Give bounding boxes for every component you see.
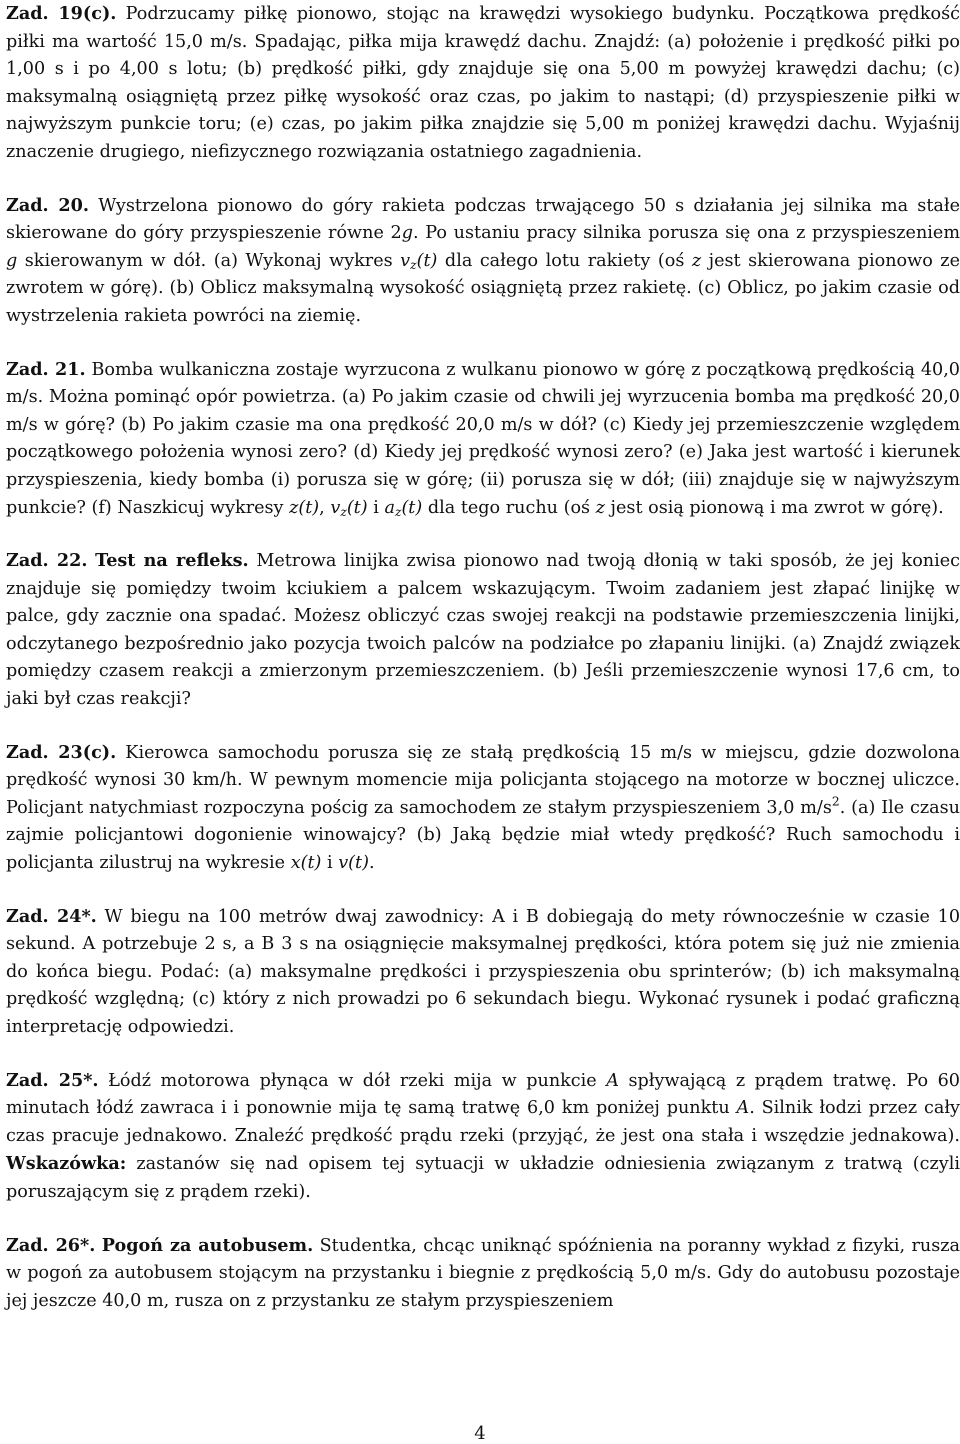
math-superscript: 2 bbox=[831, 794, 840, 809]
problem-text: i bbox=[367, 497, 385, 518]
problem-text: Łódź motorowa płynąca w dół rzeki mija w punkcie bbox=[108, 1070, 607, 1091]
problem-text: jest skierowana pionowo ze zwrotem w górę). (b) Oblicz maksymalną wysokość osiągniętą przez rakietę. (c) Oblicz, po jakim czasie od wystrzelenia rakieta powróci na ziemię. bbox=[6, 250, 960, 326]
math-symbol: (t) bbox=[346, 497, 368, 518]
math-symbol: z bbox=[691, 250, 702, 271]
problem-text: spływającą z prądem tratwę. Po 60 minutach łódź zawraca i i ponownie mija tę samą tratwę 6,0 km poniżej punktu bbox=[6, 1070, 960, 1119]
problem-text: Metrowa linijka zwisa pionowo nad twoją dłonią w taki sposób, że jej koniec znajduje się pomiędzy twoim kciukiem a palcem wskazującym. Twoim zadaniem jest złapać linijkę w palce, gdy zacznie ona spadać. Możesz obliczyć czas swojej reakcji na podstawie przemieszczenia linijki, odczytanego bezpośrednio jako pozycja twoich palców na podziałce po złapaniu linijki. (a) Znajdź związek pomiędzy czasem reakcji a zmierzonym przemieszczeniem. (b) Jeśli przemieszczenie wynosi 17,6 cm, to jaki był czas reakcji? bbox=[6, 551, 960, 710]
problem-text: . Silnik łodzi przez cały czas pracuje jednakowo. Znaleźć prędkość prądu rzeki (przyjąć, że jest ona stała i wszędzie jednakowa). bbox=[6, 1098, 960, 1146]
document-page bbox=[6, 0, 960, 1340]
problem-label: Zad. 25*. bbox=[6, 1069, 99, 1091]
math-symbol: g bbox=[401, 223, 413, 244]
problem-text: Podrzucamy piłkę pionowo, stojąc na krawędzi wysokiego budynku. Początkowa prędkość piłki ma wartość 15,0 m/s. Spadając, piłka mija krawędź dachu. Znajdź: (a) położenie i prędkość piłki po 1,00 s i po 4,00 s lotu; (b) prędkość piłki, gdy znajduje się ona 5,00 m powyżej krawędzi dachu; (c) maksymalną osiągniętą przez piłkę wysokość oraz czas, po jakim to nastąpi; (d) przyspieszenie piłki w najwyższym punkcie toru; (e) czas, po jakim piłka znajdzie się 5,00 m poniżej krawędzi dachu. Wyjaśnij znaczenie drugiego, niefizycznego rozwiązania ostatniego zagadnienia. bbox=[6, 4, 960, 162]
problem-23 bbox=[6, 739, 960, 878]
problem-20 bbox=[6, 192, 960, 331]
problem-text: jest osią pionową i ma zwrot w górę). bbox=[604, 497, 944, 518]
math-symbol: x(t) bbox=[290, 853, 322, 874]
math-symbol: g bbox=[6, 250, 18, 271]
problem-text: Studentka, chcąc uniknąć spóźnienia na poranny wykład z fizyki, rusza w pogoń za autobusem stojącym na przystanku i biegnie z prędkością 5,0 m/s. Gdy do autobusu pozostaje jej jeszcze 40,0 m, rusza on z przystanku ze stałym przyspieszeniem bbox=[6, 1235, 960, 1311]
math-symbol: v(t) bbox=[338, 853, 369, 874]
problem-label: Zad. 24*. bbox=[6, 905, 97, 927]
problem-subtitle: Test na refleks. bbox=[95, 550, 249, 572]
problem-text: . (a) Ile czasu zajmie policjantowi dogonienie winowajcy? (b) Jaką będzie miał wtedy prędkość? Ruch samochodu i policjanta zilustruj na wykresie bbox=[6, 797, 960, 874]
problem-26 bbox=[6, 1232, 960, 1316]
problem-text: . bbox=[368, 853, 375, 874]
problem-subtitle: Pogoń za autobusem. bbox=[101, 1234, 314, 1256]
math-subscript: z bbox=[394, 504, 402, 519]
problem-label: Zad. 21. bbox=[6, 358, 86, 380]
math-symbol: a bbox=[384, 497, 395, 518]
problem-label: Zad. 22. bbox=[6, 550, 88, 572]
problem-text: , bbox=[319, 497, 331, 518]
problem-text: dla tego ruchu (oś bbox=[422, 497, 596, 518]
math-subscript: z bbox=[340, 504, 347, 519]
page-number: 4 bbox=[474, 1423, 486, 1444]
problem-text: zastanów się nad opisem tej sytuacji w układzie odniesienia związanym z tratwą (czyli poruszającym się z prądem rzeki). bbox=[6, 1154, 960, 1202]
hint-label: Wskazówka: bbox=[6, 1153, 127, 1175]
problem-text: dla całego lotu rakiety (oś bbox=[437, 250, 692, 271]
math-symbol: A bbox=[736, 1098, 750, 1119]
problem-19 bbox=[6, 0, 960, 167]
problem-21 bbox=[6, 356, 960, 523]
math-symbol: v bbox=[400, 250, 411, 271]
problem-text: i bbox=[321, 853, 339, 874]
problem-label: Zad. 26*. bbox=[6, 1234, 96, 1256]
problem-text: Wystrzelona pionowo do góry rakieta podczas trwającego 50 s działania jej silnika ma stałe skierowane do góry przyspieszenie równe 2 bbox=[6, 195, 960, 244]
problem-text: W biegu na 100 metrów dwaj zawodnicy: A i B dobiegają do mety równocześnie w czasie 10 sekund. A potrzebuje 2 s, a B 3 s na osiągnięcie maksymalnej prędkości, która potem się już nie zmienia do końca biegu. Podać: (a) maksymalne prędkości i przyspieszenia obu sprinterów; (b) ich maksymalną prędkość względną; (c) który z nich prowadzi po 6 sekundach biegu. Wykonać rysunek i podać graficzną interpretację odpowiedzi. bbox=[6, 906, 960, 1037]
math-symbol: (t) bbox=[416, 250, 438, 271]
problem-text: Kierowca samochodu porusza się ze stałą prędkością 15 m/s w miejscu, gdzie dozwolona prędkość wynosi 30 km/h. W pewnym momencie mija policjanta stojącego na motorze w bocznej uliczce. Policjant natychmiast rozpoczyna pościg za samochodem ze stałym przyspieszeniem 3,0 m/s bbox=[6, 742, 960, 818]
problem-25 bbox=[6, 1067, 960, 1207]
math-subscript: z bbox=[410, 257, 417, 272]
problem-text: . Po ustaniu pracy silnika porusza się ona z przyspieszeniem bbox=[413, 223, 960, 244]
math-symbol: A bbox=[606, 1070, 619, 1091]
problem-label: Zad. 19(c). bbox=[6, 3, 117, 24]
problem-text: skierowanym w dół. (a) Wykonaj wykres bbox=[17, 250, 401, 271]
math-symbol: z bbox=[595, 497, 605, 518]
problem-label: Zad. 20. bbox=[6, 194, 90, 216]
problem-24 bbox=[6, 903, 960, 1042]
problem-label: Zad. 23(c). bbox=[6, 741, 117, 763]
math-symbol: (t) bbox=[401, 497, 423, 518]
math-symbol: z(t) bbox=[289, 497, 320, 518]
problem-text: Bomba wulkaniczna zostaje wyrzucona z wulkanu pionowo w górę z początkową prędkością 40,0 m/s. Można pominąć opór powietrza. (a) Po jakim czasie od chwili jej wyrzucenia bomba ma prędkość 20,0 m/s w górę? (b) Po jakim czasie ma ona prędkość 20,0 m/s w dół? (c) Kiedy jej przemieszczenie względem początkowego położenia wynosi zero? (d) Kiedy jej prędkość wynosi zero? (e) Jaka jest wartość i kierunek przyspieszenia, kiedy bomba (i) porusza się w górę; (ii) porusza się w dół; (iii) znajduje się w najwyższym punkcie? (f) Naszkicuj wykresy bbox=[6, 359, 960, 518]
problem-22 bbox=[6, 547, 960, 714]
math-symbol: v bbox=[330, 497, 341, 518]
